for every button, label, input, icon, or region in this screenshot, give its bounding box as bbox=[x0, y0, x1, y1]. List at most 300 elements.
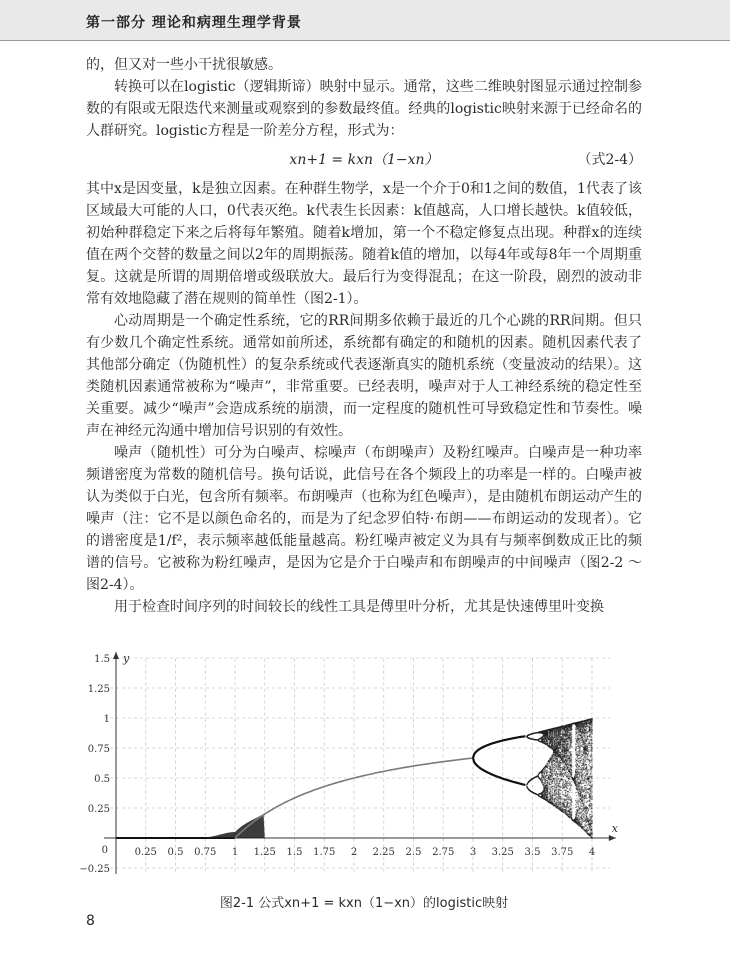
chaos-point bbox=[547, 785, 548, 786]
chaos-point bbox=[556, 793, 557, 794]
chaos-point bbox=[544, 775, 545, 776]
chaos-point bbox=[560, 771, 561, 772]
chaos-point bbox=[568, 739, 569, 740]
chaos-point bbox=[553, 801, 554, 802]
chaos-point bbox=[561, 772, 562, 773]
chaos-point bbox=[538, 776, 539, 777]
chaos-point bbox=[538, 774, 539, 775]
chaos-point bbox=[562, 730, 563, 731]
chaos-point bbox=[562, 801, 563, 802]
chaos-point bbox=[558, 768, 559, 769]
y-tick-label: 0.5 bbox=[94, 774, 110, 785]
x-axis-arrow bbox=[609, 835, 616, 841]
chaos-point bbox=[556, 800, 557, 801]
series-period2-upper bbox=[473, 736, 525, 758]
chaos-point bbox=[556, 763, 557, 764]
chaos-point bbox=[562, 731, 563, 732]
y-tick-label: 0.25 bbox=[87, 804, 110, 815]
chaos-point bbox=[568, 755, 569, 756]
chaos-point bbox=[555, 737, 556, 738]
chaos-point bbox=[547, 781, 548, 782]
chaos-point bbox=[550, 790, 551, 791]
chaos-point bbox=[570, 771, 571, 772]
chaos-point bbox=[550, 779, 551, 780]
chaos-point bbox=[558, 792, 559, 793]
chaos-point bbox=[553, 773, 554, 774]
figure-2-1 bbox=[79, 648, 642, 880]
chaos-point bbox=[561, 745, 562, 746]
chaos-point bbox=[566, 751, 567, 752]
y-tick-label: 1 bbox=[103, 714, 110, 725]
chaos-point bbox=[567, 805, 568, 806]
y-axis-label: y bbox=[123, 652, 130, 665]
chaos-point bbox=[547, 738, 548, 739]
chaos-point bbox=[567, 794, 568, 795]
chaos-point bbox=[554, 765, 555, 766]
chaos-point bbox=[555, 774, 556, 775]
chaos-point bbox=[570, 744, 571, 745]
chaos-point bbox=[564, 755, 565, 756]
chaos-point bbox=[554, 777, 555, 778]
chaos-point bbox=[552, 776, 553, 777]
chaos-point bbox=[551, 784, 552, 785]
chaos-point bbox=[571, 756, 572, 757]
chaos-point bbox=[553, 799, 554, 800]
chaos-point bbox=[555, 773, 556, 774]
chaos-point bbox=[567, 747, 568, 748]
chaos-point bbox=[561, 774, 562, 775]
chaos-point bbox=[555, 770, 556, 771]
header-title: 第一部分 理论和病理生理学背景 bbox=[86, 15, 302, 31]
chaos-point bbox=[559, 780, 560, 781]
chaos-point bbox=[550, 789, 551, 790]
chaos-point bbox=[568, 762, 569, 763]
chaos-point bbox=[549, 765, 550, 766]
chaos-point bbox=[566, 755, 567, 756]
paragraph-6: 用于检查时间序列的时间较长的线性工具是傅里叶分析，尤其是快速傅里叶变换 bbox=[114, 599, 604, 615]
chaos-point bbox=[547, 741, 548, 742]
chaos-point bbox=[569, 741, 570, 742]
chaos-point bbox=[571, 757, 572, 758]
chaos-point bbox=[556, 787, 557, 788]
chaos-point bbox=[548, 776, 549, 777]
y-axis-arrow bbox=[113, 652, 119, 659]
chaos-point bbox=[570, 790, 571, 791]
chaos-point bbox=[570, 751, 571, 752]
chaos-point bbox=[566, 753, 567, 754]
chaos-point bbox=[562, 806, 563, 807]
chaos-point bbox=[568, 727, 569, 728]
chaos-point bbox=[547, 763, 548, 764]
chaos-point bbox=[570, 748, 571, 749]
chaos-point bbox=[559, 773, 560, 774]
chaos-point bbox=[555, 760, 556, 761]
chaos-point bbox=[551, 793, 552, 794]
chaos-point bbox=[526, 786, 527, 787]
chaos-point bbox=[563, 782, 564, 783]
chaos-point bbox=[553, 734, 554, 735]
series-chaotic-band bbox=[526, 718, 592, 839]
x-tick-label: 1.25 bbox=[253, 847, 276, 858]
chaos-point bbox=[568, 749, 569, 750]
chaos-point bbox=[561, 743, 562, 744]
chaos-point bbox=[553, 740, 554, 741]
chaos-point bbox=[571, 769, 572, 770]
chaos-point bbox=[561, 758, 562, 759]
chaos-point bbox=[568, 730, 569, 731]
chaos-point bbox=[546, 796, 547, 797]
chaos-point bbox=[565, 773, 566, 774]
chaos-point bbox=[565, 792, 566, 793]
x-tick-label: 0.25 bbox=[134, 847, 157, 858]
chaos-point bbox=[558, 762, 559, 763]
chaos-point bbox=[569, 792, 570, 793]
chaos-point bbox=[544, 796, 545, 797]
chaos-point bbox=[566, 773, 567, 774]
chaos-point bbox=[568, 743, 569, 744]
chaos-point bbox=[562, 799, 563, 800]
chaos-point bbox=[568, 765, 569, 766]
chaos-point bbox=[563, 774, 564, 775]
chaos-point bbox=[556, 798, 557, 799]
chaos-point bbox=[564, 795, 565, 796]
paragraph-5: 噪声（随机性）可分为白噪声、棕噪声（布朗噪声）及粉红噪声。白噪声是一种功率频谱密度为常数的随机信号。换句话说，此信号在各个频段上的功率是一样的。白噪声被认为类似于白光，包含所有频率。布朗噪声（也称为红色噪声），是由随机布朗运动产生的噪声（注：它不是以颜色命名的，而是为了纪念罗伯特·布朗——布朗运动的发现者）。它的谱密度是1/f²，表示频率越低能量越高。粉红噪声被定义为具有与频率倒数成正比的频谱的信号。它被称为粉红噪声，是因为它是介于白噪声和布朗噪声的中间噪声（图2-2 ～图2-4）。 bbox=[86, 445, 642, 593]
chaos-point bbox=[566, 804, 567, 805]
chaos-point bbox=[564, 802, 565, 803]
running-header bbox=[0, 0, 730, 40]
series-period2-lower bbox=[473, 758, 525, 785]
chaos-point bbox=[553, 796, 554, 797]
chaos-point bbox=[551, 732, 552, 733]
chaos-point bbox=[557, 780, 558, 781]
chaos-point bbox=[561, 763, 562, 764]
chaos-point bbox=[553, 775, 554, 776]
chaos-point bbox=[553, 768, 554, 769]
x-tick-label: 1.75 bbox=[313, 847, 336, 858]
chaos-point bbox=[543, 775, 544, 776]
chaos-point bbox=[562, 779, 563, 780]
chaos-point bbox=[544, 771, 545, 772]
chaos-point bbox=[568, 786, 569, 787]
chaos-point bbox=[551, 767, 552, 768]
chaos-point bbox=[554, 801, 555, 802]
chaos-point bbox=[569, 798, 570, 799]
chaos-point bbox=[565, 802, 566, 803]
chaos-point bbox=[547, 787, 548, 788]
chaos-point bbox=[549, 797, 550, 798]
chaos-point bbox=[561, 787, 562, 788]
chaos-point bbox=[547, 742, 548, 743]
chaos-point bbox=[566, 758, 567, 759]
chaos-point bbox=[564, 768, 565, 769]
chaos-point bbox=[558, 771, 559, 772]
chaos-point bbox=[563, 759, 564, 760]
chaos-point bbox=[571, 808, 572, 809]
chaos-point bbox=[553, 788, 554, 789]
chaos-point bbox=[561, 806, 562, 807]
chaos-point bbox=[571, 777, 572, 778]
chaos-point bbox=[570, 817, 571, 818]
chaos-point bbox=[547, 789, 548, 790]
chaos-point bbox=[568, 797, 569, 798]
chaos-point bbox=[561, 740, 562, 741]
chaos-point bbox=[561, 754, 562, 755]
chaos-point bbox=[526, 784, 527, 785]
chaos-point bbox=[546, 785, 547, 786]
chaos-point bbox=[547, 798, 548, 799]
chaos-point bbox=[568, 814, 569, 815]
chaos-point bbox=[560, 769, 561, 770]
chaos-point bbox=[571, 758, 572, 759]
chaos-point bbox=[564, 747, 565, 748]
chaos-point bbox=[561, 762, 562, 763]
x-tick-label: 3 bbox=[469, 847, 477, 858]
paragraph-1: 的，但又对一些小干扰很敏感。 bbox=[86, 57, 282, 73]
chaos-point bbox=[569, 781, 570, 782]
chaos-point bbox=[560, 749, 561, 750]
chaos-point bbox=[557, 800, 558, 801]
chaos-point bbox=[556, 771, 557, 772]
chaos-point bbox=[558, 769, 559, 770]
chaos-point bbox=[566, 761, 567, 762]
chaos-point bbox=[553, 767, 554, 768]
chaos-point bbox=[553, 802, 554, 803]
chaos-point bbox=[553, 771, 554, 772]
chaos-point bbox=[562, 785, 563, 786]
chaos-point bbox=[548, 778, 549, 779]
chaos-point bbox=[568, 803, 569, 804]
chaos-point bbox=[566, 808, 567, 809]
chaos-point bbox=[571, 751, 572, 752]
chaos-point bbox=[568, 799, 569, 800]
chaos-point bbox=[571, 746, 572, 747]
chaos-point bbox=[561, 728, 562, 729]
chaos-point bbox=[559, 776, 560, 777]
chaos-point bbox=[563, 790, 564, 791]
chaos-point bbox=[563, 781, 564, 782]
x-tick-label: 3.25 bbox=[491, 847, 514, 858]
chaos-point bbox=[544, 779, 545, 780]
chaos-point bbox=[562, 767, 563, 768]
chaos-point bbox=[563, 736, 564, 737]
chaos-point bbox=[566, 769, 567, 770]
chaos-point bbox=[566, 747, 567, 748]
chaos-point bbox=[569, 778, 570, 779]
chaos-point bbox=[563, 794, 564, 795]
chaos-point bbox=[552, 783, 553, 784]
chaos-point bbox=[569, 784, 570, 785]
chaos-point bbox=[571, 804, 572, 805]
chaos-point bbox=[547, 792, 548, 793]
chaos-point bbox=[556, 783, 557, 784]
chaos-point bbox=[562, 751, 563, 752]
chaos-point bbox=[556, 732, 557, 733]
chaos-point bbox=[558, 747, 559, 748]
chaos-point bbox=[563, 773, 564, 774]
chaos-point bbox=[556, 784, 557, 785]
chaos-point bbox=[557, 782, 558, 783]
chaos-point bbox=[563, 808, 564, 809]
chaos-point bbox=[566, 760, 567, 761]
x-tick-label: 4 bbox=[588, 847, 596, 858]
chaos-point bbox=[566, 780, 567, 781]
chaos-point bbox=[568, 767, 569, 768]
chaos-point bbox=[570, 808, 571, 809]
chaos-point bbox=[558, 785, 559, 786]
equation-label: （式2-4） bbox=[577, 152, 642, 168]
chaos-point bbox=[566, 741, 567, 742]
convergence-wedge bbox=[199, 814, 264, 838]
chaos-point bbox=[571, 790, 572, 791]
chaos-point bbox=[570, 782, 571, 783]
chaos-point bbox=[561, 790, 562, 791]
chaos-point bbox=[556, 780, 557, 781]
chaos-point bbox=[553, 793, 554, 794]
chaos-point bbox=[564, 784, 565, 785]
chaos-point bbox=[565, 746, 566, 747]
chaos-point bbox=[546, 770, 547, 771]
chaos-point bbox=[550, 791, 551, 792]
chaos-point bbox=[561, 727, 562, 728]
chaos-point bbox=[558, 796, 559, 797]
chaos-point bbox=[554, 785, 555, 786]
chaos-point bbox=[562, 805, 563, 806]
chaos-point bbox=[550, 794, 551, 795]
chaos-point bbox=[556, 801, 557, 802]
chaos-point bbox=[562, 792, 563, 793]
chaos-point bbox=[569, 805, 570, 806]
chaos-point bbox=[557, 787, 558, 788]
chaos-point bbox=[568, 748, 569, 749]
paragraph-2: 转换可以在logistic（逻辑斯谛）映射中显示。通常，这些二维映射图显示通过控制参数的有限或无限迭代来测量或观察到的参数最终值。经典的logistic映射来源于已经命名的人群研究。logistic方程是一阶差分方程，形式为： bbox=[86, 79, 642, 139]
chaos-point bbox=[558, 791, 559, 792]
chaos-point bbox=[561, 739, 562, 740]
chaos-point bbox=[559, 783, 560, 784]
chaos-point bbox=[562, 770, 563, 771]
chaos-point bbox=[555, 767, 556, 768]
x-tick-label: 2.25 bbox=[372, 847, 395, 858]
chaos-point bbox=[560, 793, 561, 794]
chaos-point bbox=[556, 743, 557, 744]
chaos-point bbox=[547, 735, 548, 736]
equation-formula: xn+1 = kxn（1−xn） bbox=[289, 152, 439, 168]
chaos-point bbox=[549, 763, 550, 764]
chaos-point bbox=[562, 752, 563, 753]
chaos-point bbox=[565, 774, 566, 775]
chaos-point bbox=[561, 730, 562, 731]
chaos-point bbox=[556, 767, 557, 768]
chaos-point bbox=[560, 764, 561, 765]
chaos-point bbox=[557, 776, 558, 777]
chaos-point bbox=[547, 796, 548, 797]
chaos-point bbox=[566, 799, 567, 800]
chaos-point bbox=[561, 751, 562, 752]
chaos-point bbox=[547, 793, 548, 794]
chaos-point bbox=[561, 756, 562, 757]
chaos-point bbox=[553, 729, 554, 730]
chaos-point bbox=[558, 778, 559, 779]
chaos-point bbox=[565, 761, 566, 762]
chaos-point bbox=[547, 774, 548, 775]
chaos-point bbox=[568, 773, 569, 774]
chaos-point bbox=[540, 779, 541, 780]
chaos-point bbox=[563, 746, 564, 747]
chaos-point bbox=[566, 790, 567, 791]
chaos-point bbox=[556, 796, 557, 797]
chaos-point bbox=[546, 775, 547, 776]
chaos-point bbox=[554, 793, 555, 794]
chaos-point bbox=[566, 796, 567, 797]
chaos-point bbox=[553, 739, 554, 740]
x-tick-label: 1 bbox=[231, 847, 239, 858]
x-tick-label: 3.75 bbox=[551, 847, 574, 858]
chaos-point bbox=[555, 779, 556, 780]
chaos-point bbox=[568, 807, 569, 808]
chaos-point bbox=[547, 786, 548, 787]
y-tick-label: 1.5 bbox=[94, 654, 110, 665]
chaos-point bbox=[568, 741, 569, 742]
chaos-point bbox=[547, 778, 548, 779]
header-rule bbox=[0, 40, 730, 41]
chaos-point bbox=[549, 782, 550, 783]
chaos-point bbox=[553, 758, 554, 759]
chaos-point bbox=[554, 791, 555, 792]
chaos-point bbox=[552, 790, 553, 791]
chaos-point bbox=[551, 781, 552, 782]
chaos-point bbox=[561, 798, 562, 799]
chaos-point bbox=[556, 766, 557, 767]
x-tick-label: 2 bbox=[350, 847, 358, 858]
chaos-point bbox=[566, 774, 567, 775]
chaos-point bbox=[568, 728, 569, 729]
chaos-point bbox=[565, 769, 566, 770]
chaos-point bbox=[568, 753, 569, 754]
chaos-point bbox=[571, 743, 572, 744]
chaos-point bbox=[546, 772, 547, 773]
chaos-point bbox=[570, 776, 571, 777]
chaos-point bbox=[560, 805, 561, 806]
chaos-point bbox=[570, 788, 571, 789]
chaos-point bbox=[547, 765, 548, 766]
chaos-point bbox=[568, 778, 569, 779]
chaos-point bbox=[570, 747, 571, 748]
x-tick-label: 0.5 bbox=[167, 847, 184, 858]
chaos-point bbox=[568, 757, 569, 758]
chaos-point bbox=[570, 753, 571, 754]
chaos-point bbox=[566, 748, 567, 749]
body-text bbox=[86, 54, 642, 618]
chaos-point bbox=[547, 744, 548, 745]
chaos-point bbox=[566, 752, 567, 753]
chaos-point bbox=[555, 798, 556, 799]
chaos-point bbox=[571, 781, 572, 782]
chaos-point bbox=[565, 793, 566, 794]
chaos-point bbox=[553, 742, 554, 743]
chaos-point bbox=[553, 756, 554, 757]
chaos-point bbox=[553, 747, 554, 748]
paragraph-4: 心动周期是一个确定性系统，它的RR间期多依赖于最近的几个心跳的RR间期。但只有少数几个确定性系统。通常如前所述，系统都有确定的和随机的因素。随机因素代表了其他部分确定（伪随机性）的复杂系统或代表逐渐真实的随机系统（变量波动的结果）。这类随机因素通常被称为“噪声”，非常重要。已经表明，噪声对于人工神经系统的稳定性至关重要。减少“噪声”会造成系统的崩溃，而一定程度的随机性可导致稳定性和节奏性。噪声在神经元沟通中增加信号识别的有效性。 bbox=[86, 313, 642, 439]
chaos-point bbox=[544, 774, 545, 775]
chaos-point bbox=[544, 783, 545, 784]
chaos-point bbox=[553, 798, 554, 799]
chaos-point bbox=[555, 781, 556, 782]
chaos-point bbox=[544, 772, 545, 773]
chaos-point bbox=[570, 806, 571, 807]
chaos-point bbox=[553, 786, 554, 787]
chaos-point bbox=[570, 803, 571, 804]
chaos-point bbox=[563, 776, 564, 777]
origin-label: 0 bbox=[101, 845, 108, 856]
